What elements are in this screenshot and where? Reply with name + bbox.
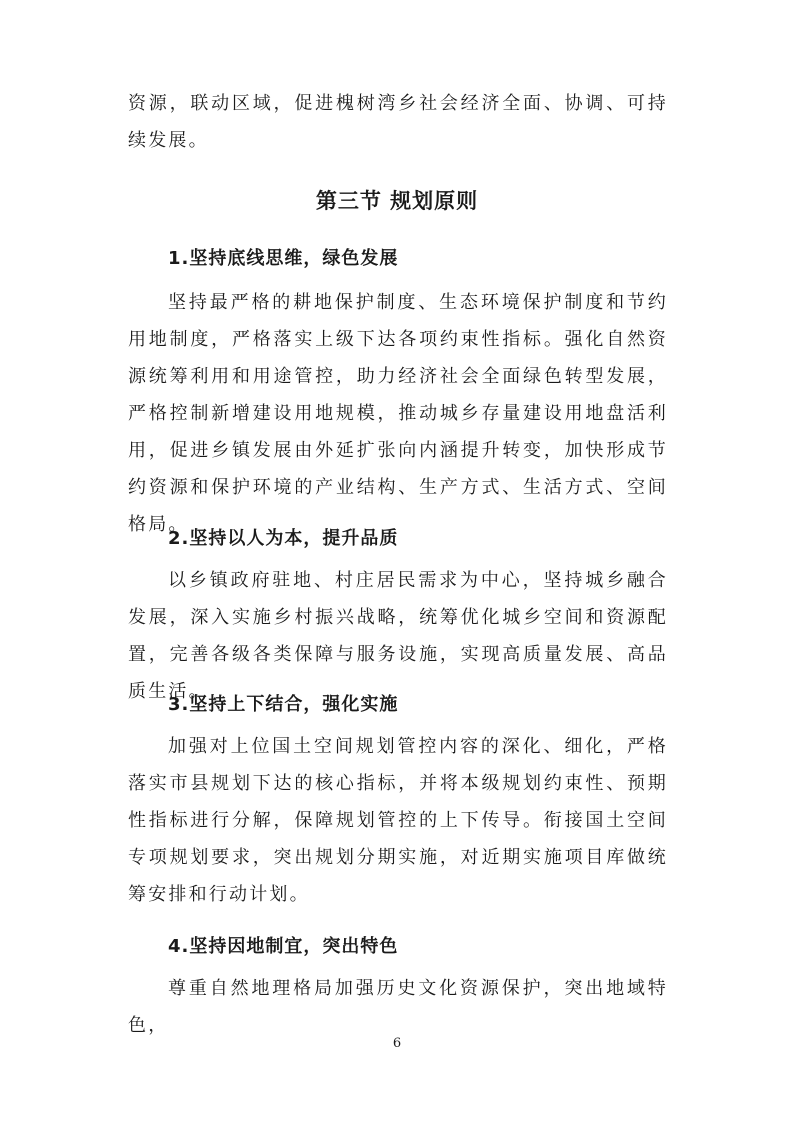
principle-heading-3: 3.坚持上下结合，强化实施 [168,694,399,715]
section-title: 第三节 规划原则 [315,189,479,213]
principle-paragraph-2: 以乡镇政府驻地、村庄居民需求为中心，坚持城乡融合发展，深入实施乡村振兴战略，统筹优化城乡空间和资源配置，完善各级各类保障与服务设施，实现高质量发展、高品质生活。 [128,570,668,702]
principle-heading-4: 4.坚持因地制宜，突出特色 [168,936,399,957]
principle-paragraph-3: 加强对上位国土空间规划管控内容的深化、细化，严格落实市县规划下达的核心指标，并将本级规划约束性、预期性指标进行分解，保障规划管控的上下传导。衔接国土空间专项规划要求，突出规划分期实施，对近期实施项目库做统筹安排和行动计划。 [128,736,668,905]
principle-heading-2: 2.坚持以人为本，提升品质 [168,528,399,549]
continuation-paragraph: 资源，联动区域，促进槐树湾乡社会经济全面、协调、可持续发展。 [128,93,668,151]
principle-paragraph-4: 尊重自然地理格局加强历史文化资源保护，突出地域特色， [128,978,668,1036]
principle-paragraph-1: 坚持最严格的耕地保护制度、生态环境保护制度和节约用地制度，严格落实上级下达各项约束性指标。强化自然资源统筹利用和用途管控，助力经济社会全面绿色转型发展，严格控制新增建设用地规模，推动城乡存量建设用地盘活利用，促进乡镇发展由外延扩张向内涵提升转变，加快形成节约资源和保护环境的产业结构、生产方式、生活方式、空间格局。 [128,292,668,535]
page-number: 6 [392,1036,402,1051]
principle-heading-1: 1.坚持底线思维，绿色发展 [168,248,399,269]
